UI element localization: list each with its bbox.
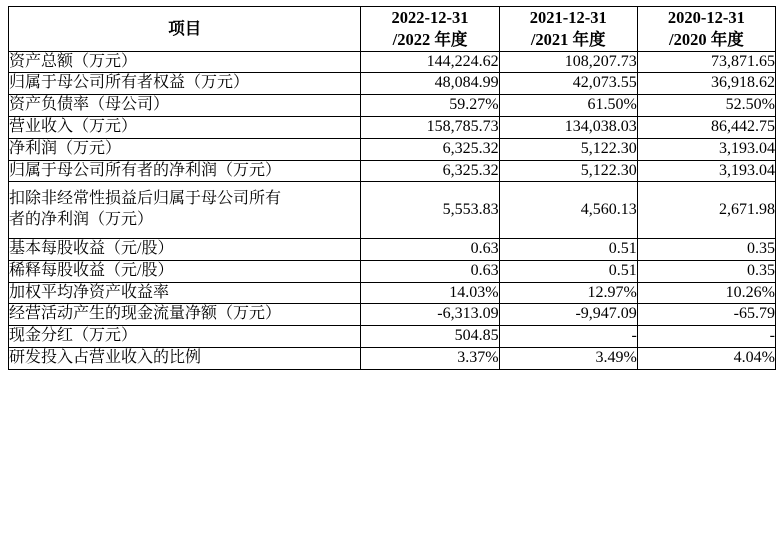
cell-y2021: 3.49% <box>499 347 637 369</box>
row-label <box>9 260 361 282</box>
row-label <box>9 182 361 239</box>
table-row <box>9 95 776 117</box>
cell-y2022: 0.63 <box>361 238 499 260</box>
row-label <box>9 138 361 160</box>
row-label <box>9 51 361 73</box>
table-row <box>9 160 776 182</box>
row-label-line: 扣除非经常性损益后归属于母公司所有 <box>9 190 282 208</box>
column-header-line: /2021 年度 <box>530 29 606 49</box>
cell-y2022: 6,325.32 <box>361 160 499 182</box>
cell-y2020: 2,671.98 <box>637 182 775 239</box>
cell-y2021: -9,947.09 <box>499 304 637 326</box>
column-header-2020 <box>637 7 775 52</box>
row-label-line: 归属于母公司所有者的净利润（万元） <box>9 161 282 179</box>
cell-y2022: 59.27% <box>361 95 499 117</box>
cell-y2020: 36,918.62 <box>637 73 775 95</box>
row-label <box>9 238 361 260</box>
table-row <box>9 347 776 369</box>
row-label <box>9 73 361 95</box>
table-row <box>9 238 776 260</box>
cell-y2020: 4.04% <box>637 347 775 369</box>
cell-y2022: -6,313.09 <box>361 304 499 326</box>
cell-y2021: 0.51 <box>499 260 637 282</box>
column-header-line: 2021-12-31 <box>529 8 607 27</box>
row-label <box>9 326 361 348</box>
cell-y2020: 86,442.75 <box>637 116 775 138</box>
cell-y2022: 504.85 <box>361 326 499 348</box>
row-label-line: 资产总额（万元） <box>9 52 138 70</box>
column-header-line: /2020 年度 <box>669 29 744 49</box>
cell-y2020: 10.26% <box>637 282 775 304</box>
cell-y2022: 3.37% <box>361 347 499 369</box>
cell-y2022: 6,325.32 <box>361 138 499 160</box>
header-row <box>9 7 776 52</box>
row-label-line: 营业收入（万元） <box>9 117 138 135</box>
cell-y2020: - <box>637 326 775 348</box>
row-label-line: 经营活动产生的现金流量净额（万元） <box>9 305 282 323</box>
cell-y2022: 158,785.73 <box>361 116 499 138</box>
row-label <box>9 282 361 304</box>
table-header <box>9 7 776 52</box>
row-label-line: 归属于母公司所有者权益（万元） <box>9 74 250 92</box>
table-row <box>9 51 776 73</box>
row-label-line: 资产负债率（母公司） <box>9 96 170 114</box>
table-row <box>9 73 776 95</box>
table-row <box>9 182 776 239</box>
cell-y2022: 14.03% <box>361 282 499 304</box>
table-row <box>9 116 776 138</box>
column-header-2022 <box>361 7 499 52</box>
financial-summary-table <box>8 6 776 370</box>
table-row <box>9 304 776 326</box>
cell-y2022: 144,224.62 <box>361 51 499 73</box>
column-header-line: 2022-12-31 <box>391 8 469 27</box>
row-label-line: 研发投入占营业收入的比例 <box>9 348 202 366</box>
cell-y2021: 5,122.30 <box>499 160 637 182</box>
column-header-line: 项目 <box>168 18 202 38</box>
column-header-line: /2022 年度 <box>392 29 468 49</box>
cell-y2021: 4,560.13 <box>499 182 637 239</box>
cell-y2020: 0.35 <box>637 260 775 282</box>
row-label <box>9 160 361 182</box>
cell-y2020: 3,193.04 <box>637 160 775 182</box>
cell-y2022: 0.63 <box>361 260 499 282</box>
row-label <box>9 95 361 117</box>
cell-y2020: 52.50% <box>637 95 775 117</box>
cell-y2021: 134,038.03 <box>499 116 637 138</box>
table-row <box>9 260 776 282</box>
table-body <box>9 51 776 369</box>
table-row <box>9 326 776 348</box>
column-header-item <box>9 7 361 52</box>
cell-y2021: 61.50% <box>499 95 637 117</box>
cell-y2021: 42,073.55 <box>499 73 637 95</box>
cell-y2020: -65.79 <box>637 304 775 326</box>
row-label-line: 净利润（万元） <box>9 139 122 157</box>
cell-y2020: 3,193.04 <box>637 138 775 160</box>
row-label-line: 加权平均净资产收益率 <box>9 283 170 301</box>
cell-y2020: 73,871.65 <box>637 51 775 73</box>
row-label-line: 者的净利润（万元） <box>9 211 154 229</box>
cell-y2021: - <box>499 326 637 348</box>
row-label-line: 稀释每股收益（元/股） <box>9 261 174 279</box>
cell-y2022: 5,553.83 <box>361 182 499 239</box>
table-row <box>9 282 776 304</box>
cell-y2021: 12.97% <box>499 282 637 304</box>
cell-y2020: 0.35 <box>637 238 775 260</box>
table-row <box>9 138 776 160</box>
cell-y2022: 48,084.99 <box>361 73 499 95</box>
cell-y2021: 108,207.73 <box>499 51 637 73</box>
row-label <box>9 116 361 138</box>
row-label <box>9 347 361 369</box>
row-label-line: 现金分红（万元） <box>9 327 138 345</box>
cell-y2021: 0.51 <box>499 238 637 260</box>
column-header-2021 <box>499 7 637 52</box>
row-label <box>9 304 361 326</box>
row-label-line: 基本每股收益（元/股） <box>9 239 174 257</box>
cell-y2021: 5,122.30 <box>499 138 637 160</box>
column-header-line: 2020-12-31 <box>667 8 745 27</box>
